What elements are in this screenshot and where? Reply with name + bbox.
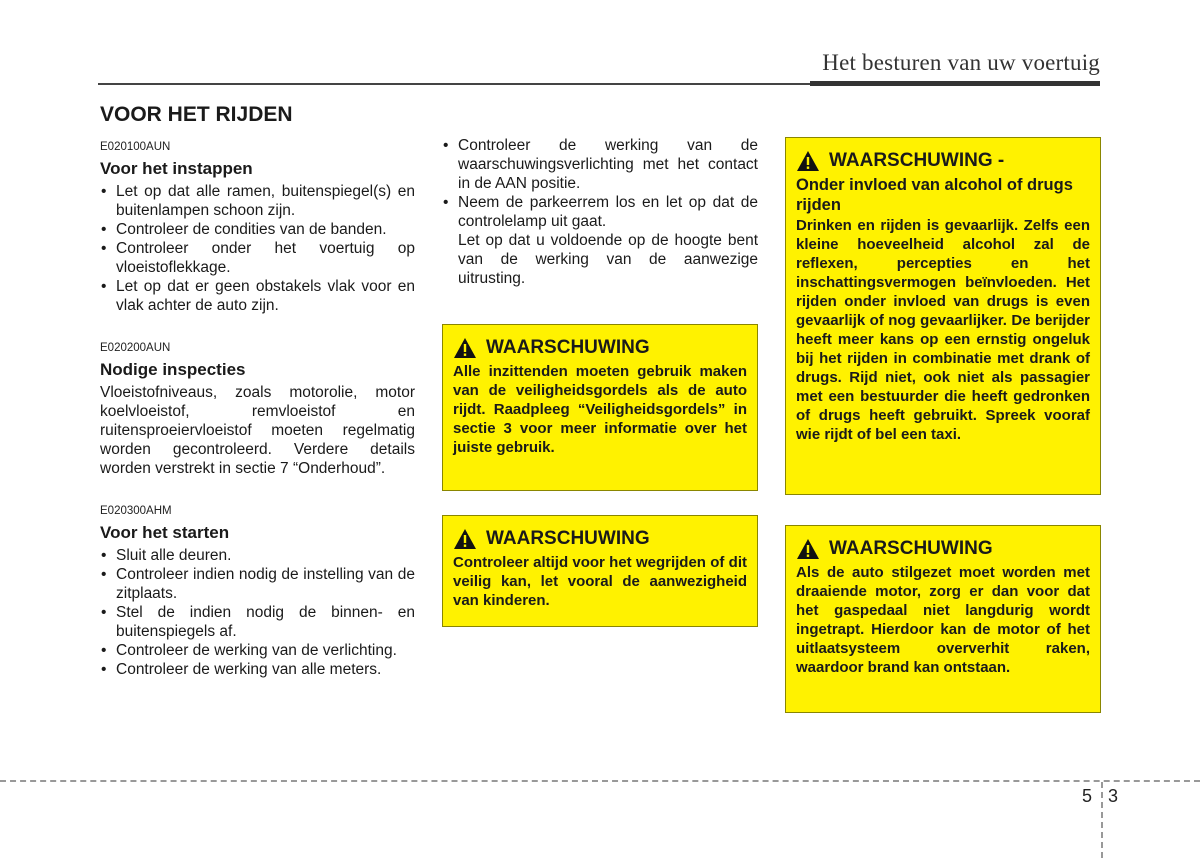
warning-text: Controleer altijd voor het wegrijden of dit veilig kan, let vooral de aanwezigheid van kinderen. bbox=[453, 554, 747, 609]
paragraph: Vloeistofniveaus, zoals motorolie, motor koelvloeistof, remvloeistof en ruitensproeiervloeistof moeten regelmatig worden gecontroleerd. Verdere details worden verstrekt in sectie 7 “Onderhoud”. bbox=[100, 384, 415, 477]
list-item: • Stel de indien nodig de binnen- en buitenspiegels af. bbox=[100, 603, 415, 641]
warning-triangle-icon bbox=[796, 538, 820, 560]
section-heading: Nodige inspecties bbox=[100, 360, 246, 379]
section-code: E020200AUN bbox=[100, 342, 171, 354]
warning-text: Als de auto stilgezet moet worden met draaiende motor, zorg er dan voor dat het gaspedaal niet langdurig wordt ingetrapt. Hierdoor kan de motor of het uitlaatsysteem oververhit raken, waardoor brand kan ontstaan. bbox=[796, 564, 1090, 676]
footer-rule bbox=[0, 780, 1200, 782]
page-number: 3 bbox=[1108, 786, 1119, 806]
warning-subtitle: Onder invloed van alcohol of drugs rijden bbox=[796, 176, 1073, 214]
warning-triangle-icon bbox=[453, 528, 477, 550]
middle-column bbox=[442, 136, 758, 288]
warning-header bbox=[453, 528, 747, 550]
list-item: • Neem de parkeerrem los en let op dat de controlelamp uit gaat. bbox=[442, 193, 758, 231]
left-column bbox=[100, 138, 415, 703]
list-item: • Sluit alle deuren. bbox=[100, 546, 415, 565]
warning-box-engine bbox=[785, 525, 1101, 713]
header-rule-accent bbox=[810, 81, 1100, 86]
bullet-list bbox=[442, 136, 758, 231]
warning-triangle-icon bbox=[453, 337, 477, 359]
bullet-list bbox=[100, 546, 415, 679]
running-header: Het besturen van uw voertuig bbox=[822, 50, 1100, 75]
section-code: E020300AHM bbox=[100, 505, 172, 517]
section-heading: Voor het instappen bbox=[100, 159, 253, 178]
indented-paragraph: Let op dat u voldoende op de hoogte bent van de werking van de aanwezige uitrusting. bbox=[458, 232, 758, 287]
list-item: • Let op dat er geen obstakels vlak voor en vlak achter de auto zijn. bbox=[100, 277, 415, 315]
warning-header bbox=[453, 337, 747, 359]
list-item: • Let op dat alle ramen, buitenspiegel(s) en buitenlampen schoon zijn. bbox=[100, 182, 415, 220]
warning-text: Alle inzittenden moeten gebruik maken van de veiligheidsgordels als de auto rijdt. Raadpleeg “Veiligheidsgordels” in sectie 3 voor meer informatie over het juiste gebruik. bbox=[453, 363, 747, 456]
warning-box-children bbox=[442, 515, 758, 627]
list-item: • Controleer de werking van de verlichting. bbox=[100, 641, 415, 660]
list-item: • Controleer de werking van alle meters. bbox=[100, 660, 415, 679]
section-heading: Voor het starten bbox=[100, 523, 230, 542]
warning-title: WAARSCHUWING - bbox=[829, 150, 1005, 171]
section-code: E020100AUN bbox=[100, 141, 171, 153]
warning-box-alcohol bbox=[785, 137, 1101, 495]
warning-text: Drinken en rijden is gevaarlijk. Zelfs een kleine hoeveelheid alcohol zal de reflexen, percepties en het inschattingsvermogen beïnvloeden. Het rijden onder invloed van drugs is even gevaarlijk of nog gevaarlijker. De berijder heeft meer kans op een ernstig ongeluk bij het rijden in combinatie met drank of drugs. Rijd niet, ook niet als passagier met een bestuurder die heeft gedronken of drugs heeft gebruikt. Spreek vooraf wie rijdt of bel een taxi. bbox=[796, 217, 1090, 443]
section-inspecties bbox=[100, 339, 415, 478]
warning-header bbox=[796, 150, 1090, 172]
page-divider bbox=[1101, 782, 1103, 858]
list-item: • Controleer onder het voertuig op vloeistoflekkage. bbox=[100, 239, 415, 277]
list-item: • Controleer de condities van de banden. bbox=[100, 220, 415, 239]
list-item: • Controleer indien nodig de instelling van de zitplaats. bbox=[100, 565, 415, 603]
bullet-list bbox=[100, 182, 415, 315]
section-starten bbox=[100, 502, 415, 679]
warning-title: WAARSCHUWING bbox=[486, 528, 650, 549]
section-title: VOOR HET RIJDEN bbox=[100, 103, 293, 126]
chapter-number: 5 bbox=[1082, 786, 1093, 806]
section-instappen bbox=[100, 138, 415, 315]
warning-header bbox=[796, 538, 1090, 560]
warning-title: WAARSCHUWING bbox=[829, 538, 993, 559]
warning-triangle-icon bbox=[796, 150, 820, 172]
warning-box-seatbelts bbox=[442, 324, 758, 491]
list-item: • Controleer de werking van de waarschuwingsverlichting met het contact in de AAN positie. bbox=[442, 136, 758, 193]
warning-title: WAARSCHUWING bbox=[486, 337, 650, 358]
